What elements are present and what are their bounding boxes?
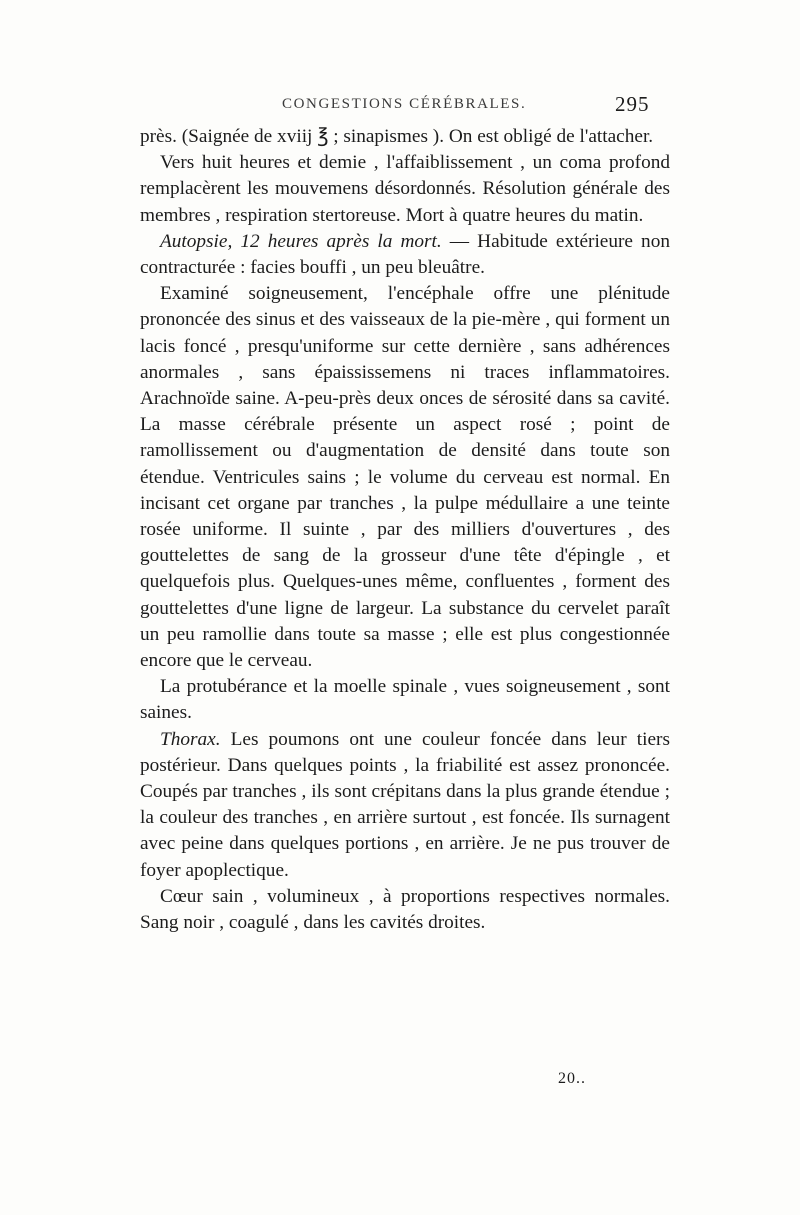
running-title: CONGESTIONS CÉRÉBRALES. <box>282 96 527 112</box>
autopsy-text: — Habitude extérieure non contracturée : facies bouffi , un peu bleuâtre. <box>140 230 670 279</box>
paragraph-spinal: La protubérance et la moelle spinale , vues soigneusement , sont saines. <box>140 676 670 724</box>
paragraph-heart: Cœur sain , volumineux , à proportions respectives normales. Sang noir , coagulé , dans les cavités droites. <box>140 885 670 934</box>
page-number: 295 <box>615 92 650 116</box>
body-text <box>140 124 670 936</box>
thorax-heading: Thorax. <box>160 728 221 750</box>
paragraph-coma: Vers huit heures et demie , l'affaiblissement , un coma profond remplacèrent les mouvemens désordonnés. Résolution générale des membres , respiration stertoreuse. Mort à quatre heures du matin. <box>140 152 670 226</box>
thorax-text: Les poumons ont une couleur foncée dans leur tiers postérieur. Dans quelques points , la friabilité est assez prononcée. Coupés par tranches , ils sont crépitans dans la plus grande étendue ; la couleur des tranches , en arrière surtout , est foncée. Ils surnagent avec peine dans quelques portions , en arrière. Je ne pus trouver de foyer apoplectique. <box>140 728 670 881</box>
paragraph-thorax <box>140 727 670 884</box>
paragraph-encephalon: Examiné soigneusement, l'encéphale offre une plénitude prononcée des sinus et des vaisseaux de la pie-mère , qui forment un lacis foncé , presqu'uniforme sur cette dernière , sans adhérences anormales , sans épaississemens ni traces inflammatoires. Arachnoïde saine. A-peu-près deux onces de sérosité dans sa cavité. La masse cérébrale présente un aspect rosé ; point de ramollissement ou d'augmentation de densité dans toute son étendue. Ventricules sains ; le volume du cerveau est normal. En incisant cet organe par tranches , la pulpe médullaire a une teinte rosée uniforme. Il suinte , par des milliers d'ouvertures , des gouttelettes de sang de la grosseur d'une tête d'épingle , et quelquefois plus. Quelques-unes même, confluentes , forment des gouttelettes d'une ligne de largeur. La substance du cervelet paraît un peu ramollie dans toute sa masse ; elle est plus congestionnée encore que le cerveau. <box>140 283 670 672</box>
paragraph-continuation: près. (Saignée de xviij ℥ ; sinapismes ). On est obligé de l'attacher. <box>140 126 654 147</box>
signature-mark: 20.. <box>558 1070 586 1087</box>
page-header <box>0 92 800 120</box>
autopsy-heading: Autopsie, 12 heures après la mort. <box>160 230 442 252</box>
paragraph-autopsy <box>140 229 670 281</box>
